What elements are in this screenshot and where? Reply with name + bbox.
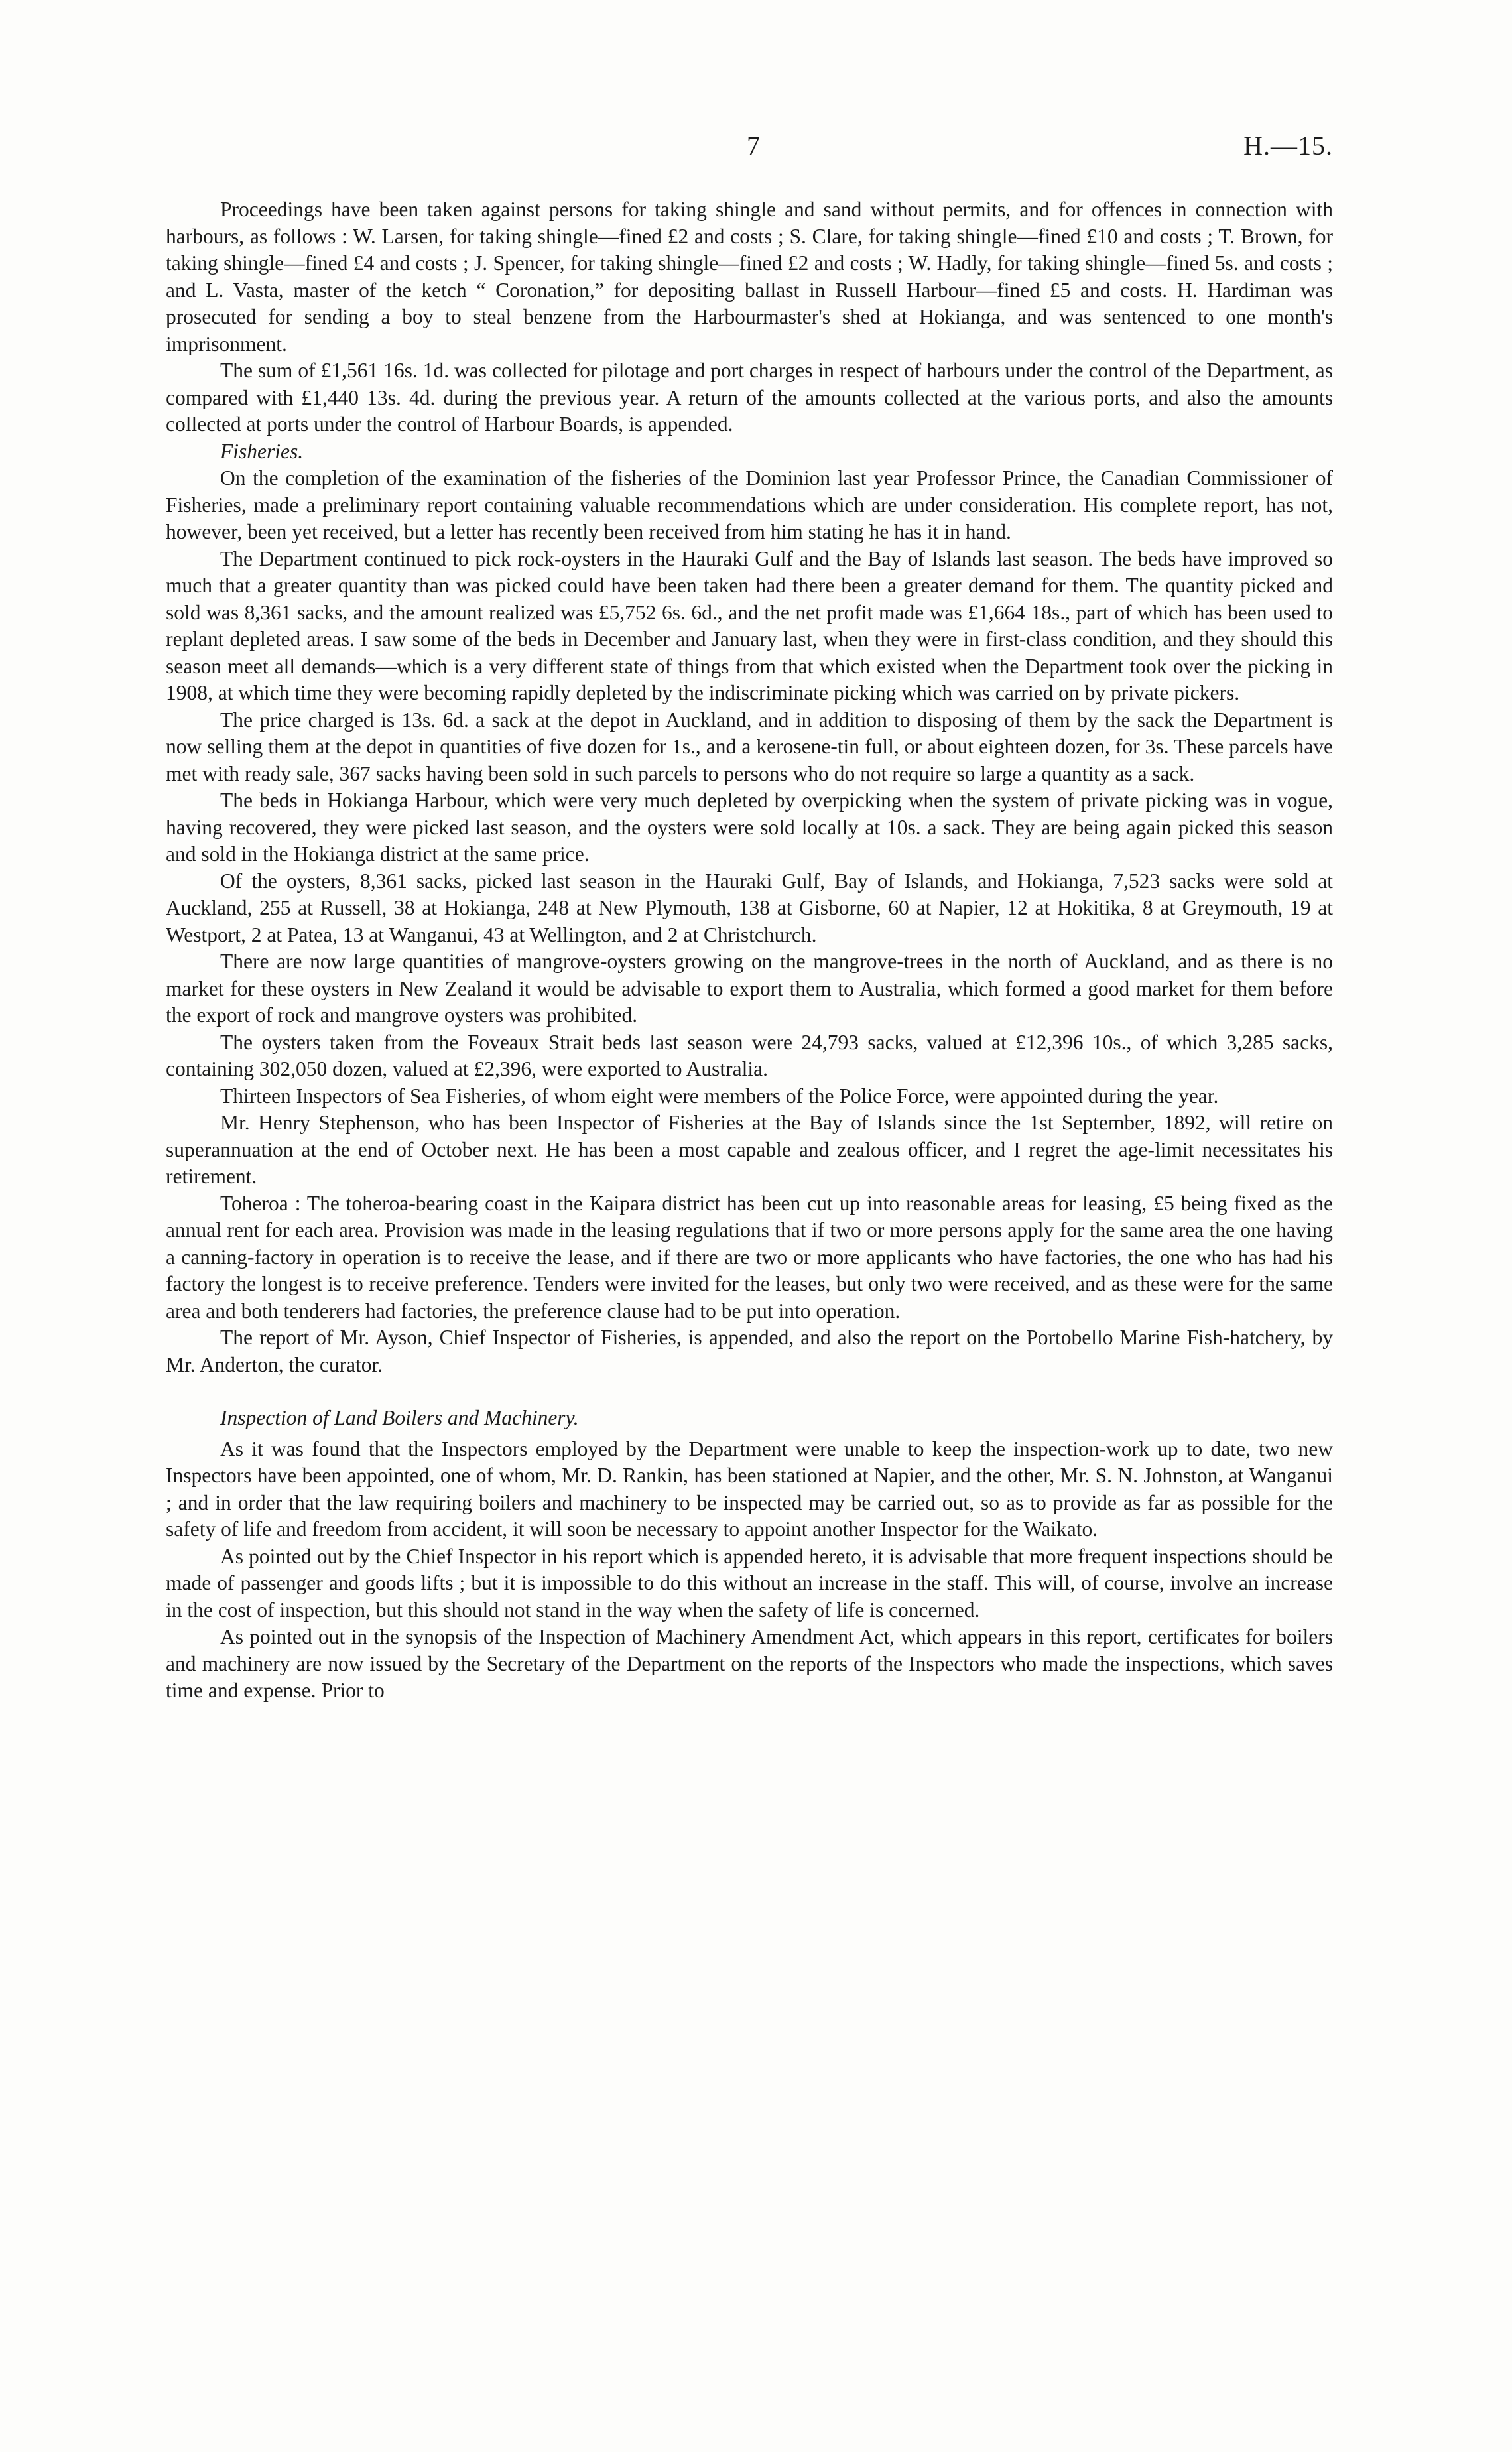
paragraph-fisheries-10: Toheroa : The toheroa-bearing coast in the Kaipara district has been cut up into reasonable areas for leasing, £5 being fixed as the annual rent for each area. Provision was made in the leasing regulations that if two or more persons apply for the same area the one having a canning-factory in operation is to receive the lease, and if there are two or more applicants who have factories, the one who has had his factory the longest is to receive preference. Tenders were invited for the leases, but only two were received, and as these were for the same area and both tenderers had factories, the preference clause had to be put into operation. xyxy=(166,1191,1333,1323)
paragraph-fisheries-3: The price charged is 13s. 6d. a sack at the depot in Auckland, and in addition to disposing of them by the sack the Department is now selling them at the depot in quantities of five dozen for 1s., and a kerosene-tin full, or about eighteen dozen, for 3s. These parcels have met with ready sale, 367 sacks having been sold in such parcels to persons who do not require so large a quantity as a sack. xyxy=(166,708,1333,785)
paragraph-fisheries-2: The Department continued to pick rock-oysters in the Hauraki Gulf and the Bay of Islands last season. The beds have improved so much that a greater quantity than was picked could have been taken had there been a greater demand for them. The quantity picked and sold was 8,361 sacks, and the amount realized was £5,752 6s. 6d., and the net profit made was £1,664 18s., part of which has been used to replant depleted areas. I saw some of the beds in December and January last, when they were in first-class condition, and they should this season meet all demands—which is a very different state of things from that which existed when the Department took over the picking in 1908, at which time they were becoming rapidly depleted by the indiscriminate picking which was carried on by private pickers. xyxy=(166,547,1333,704)
paragraph-fisheries-1: On the completion of the examination of the fisheries of the Dominion last year Professor Prince, the Canadian Commissioner of Fisheries, made a preliminary report containing valuable recommendations which are under consideration. His complete report, has not, however, been yet received, but a letter has recently been received from him stating he has it in hand. xyxy=(166,466,1333,543)
paragraph-fisheries-8: Thirteen Inspectors of Sea Fisheries, of whom eight were members of the Police Force, were appointed during the year. xyxy=(220,1084,1219,1108)
paragraph-fisheries-5: Of the oysters, 8,361 sacks, picked last season in the Hauraki Gulf, Bay of Islands, and Hokianga, 7,523 sacks were sold at Auckland, 255 at Russell, 38 at Hokianga, 248 at New Plymouth, 138 at Gisborne, 60 at Napier, 12 at Hokitika, 8 at Greymouth, 19 at Westport, 2 at Patea, 13 at Wanganui, 43 at Wellington, and 2 at Christchurch. xyxy=(166,869,1333,946)
page-number: 7 xyxy=(747,131,760,161)
paragraph-boilers-3: As pointed out in the synopsis of the Inspection of Machinery Amendment Act, which appears in this report, certificates for boilers and machinery are now issued by the Secretary of the Department on the reports of the Inspectors who made the inspections, which saves time and expense. Prior to xyxy=(166,1625,1333,1702)
section-heading-boilers: Inspection of Land Boilers and Machinery. xyxy=(220,1406,579,1429)
paragraph-harbour-prosecutions: Proceedings have been taken against persons for taking shingle and sand without permits, and for offences in connection with harbours, as follows : W. Larsen, for taking shingle—fined £2 and costs ; S. Clare, for taking shingle—fined £10 and costs ; T. Brown, for taking shingle—fined £4 and costs ; J. Spencer, for taking shingle—fined £2 and costs ; W. Hadly, for taking shingle—fined 5s. and costs ; and L. Vasta, master of the ketch “ Coronation,” for depositing ballast in Russell Harbour—fined £5 and costs. H. Hardiman was prosecuted for sending a boy to steal benzene from the Harbourmaster's shed at Hokianga, and was sentenced to one month's imprisonment. xyxy=(166,198,1333,355)
body-text xyxy=(166,196,1333,1705)
paragraph-fisheries-11: The report of Mr. Ayson, Chief Inspector of Fisheries, is appended, and also the report on the Portobello Marine Fish-hatchery, by Mr. Anderton, the curator. xyxy=(166,1326,1333,1376)
paragraph-boilers-2: As pointed out by the Chief Inspector in his report which is appended hereto, it is advisable that more frequent inspections should be made of passenger and goods lifts ; but it is impossible to do this without an increase in the staff. This will, of course, involve an increase in the cost of inspection, but this should not stand in the way when the safety of life is concerned. xyxy=(166,1544,1333,1622)
paragraph-fisheries-9: Mr. Henry Stephenson, who has been Inspector of Fisheries at the Bay of Islands since the 1st September, 1892, will retire on superannuation at the end of October next. He has been a most capable and zealous officer, and I regret the age-limit necessitates his retirement. xyxy=(166,1111,1333,1188)
document-reference: H.—15. xyxy=(1243,131,1333,161)
paragraph-fisheries-7: The oysters taken from the Foveaux Strait beds last season were 24,793 sacks, valued at £12,396 10s., of which 3,285 sacks, containing 302,050 dozen, valued at £2,396, were exported to Australia. xyxy=(166,1030,1333,1080)
paragraph-fisheries-6: There are now large quantities of mangrove-oysters growing on the mangrove-trees in the north of Auckland, and as there is no market for these oysters in New Zealand it would be advisable to export them to Australia, which formed a good market for them before the export of rock and mangrove oysters was prohibited. xyxy=(166,950,1333,1027)
page-header xyxy=(166,130,1333,170)
paragraph-pilotage-charges: The sum of £1,561 16s. 1d. was collected for pilotage and port charges in respect of harbours under the control of the Department, as compared with £1,440 13s. 4d. during the previous year. A return of the amounts collected at the various ports, and also the amounts collected at ports under the control of Harbour Boards, is appended. xyxy=(166,359,1333,436)
section-heading-fisheries: Fisheries. xyxy=(220,439,304,463)
paragraph-fisheries-4: The beds in Hokianga Harbour, which were very much depleted by overpicking when the system of private picking was in vogue, having recovered, they were picked last season, and the oysters were sold locally at 10s. a sack. They are being again picked this season and sold in the Hokianga district at the same price. xyxy=(166,789,1333,866)
paragraph-boilers-1: As it was found that the Inspectors employed by the Department were unable to keep the inspection-work up to date, two new Inspectors have been appointed, one of whom, Mr. D. Rankin, has been stationed at Napier, and the other, Mr. S. N. Johnston, at Wanganui ; and in order that the law requiring boilers and machinery to be inspected may be carried out, so as to provide as far as possible for the safety of life and freedom from accident, it will soon be necessary to appoint another Inspector for the Waikato. xyxy=(166,1437,1333,1541)
